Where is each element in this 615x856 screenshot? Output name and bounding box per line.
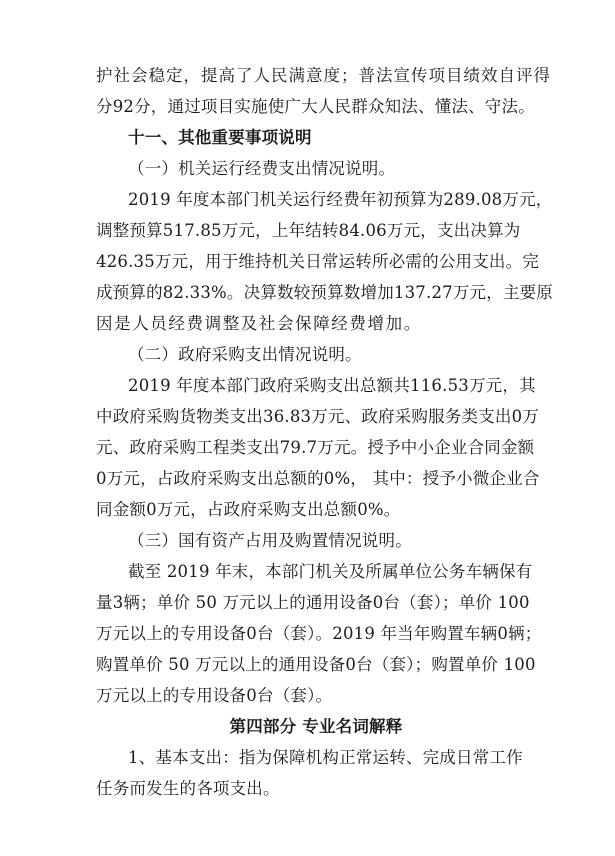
paragraph-line: 同金额0万元，占政府采购支出总额0%。 [96,500,401,519]
paragraph-line: 0万元，占政府采购支出总额的0%， 其中：授予小微企业合 [96,469,540,488]
definition-line: 1、基本支出：指为保障机构正常运转、完成日常工作 [128,748,523,767]
paragraph-line: 2019 年度本部门机关运行经费年初预算为289.08万元， [128,190,553,209]
paragraph-line: 分92分，通过项目实施使广大人民群众知法、懂法、守法。 [96,97,535,116]
paragraph-line: 成预算的82.33%。决算数较预算数增加137.27万元，主要原 [96,283,554,302]
paragraph-line: 截至 2019 年末，本部门机关及所属单位公务车辆保有 [128,562,533,581]
paragraph-line: 因是人员经费调整及社会保障经费增加。 [96,314,422,333]
paragraph-line: 购置单价 50 万元以上的通用设备0台（套）；购置单价 100 [96,655,536,674]
subsection-heading: （二）政府采购支出情况说明。 [128,345,362,364]
section-heading: 十一、其他重要事项说明 [128,128,312,147]
definition-line: 任务而发生的各项支出。 [96,779,280,798]
subsection-heading: （一）机关运行经费支出情况说明。 [128,159,396,178]
paragraph-line: 护社会稳定，提高了人民满意度；普法宣传项目绩效自评得 [96,66,551,85]
part-heading: 第四部分 专业名词解释 [229,717,403,736]
paragraph-line: 元、政府采购工程类支出79.7万元。授予中小企业合同金额 [96,438,535,457]
paragraph-line: 万元以上的专用设备0台（套）。2019 年当年购置车辆0辆； [96,624,542,643]
subsection-heading: （三）国有资产占用及购置情况说明。 [128,531,412,550]
paragraph-line: 调整预算517.85万元，上年结转84.06万元，支出决算为 [96,221,521,240]
paragraph-line: 中政府采购货物类支出36.83万元、政府采购服务类支出0万 [96,407,540,426]
paragraph-line: 2019 年度本部门政府采购支出总额共116.53万元，其 [128,376,536,395]
paragraph-line: 万元以上的专用设备0台（套）。 [96,686,333,705]
paragraph-line: 量3辆；单价 50 万元以上的通用设备0台（套）；单价 100 [96,593,530,612]
paragraph-line: 426.35万元，用于维持机关日常运转所必需的公用支出。完 [96,252,540,271]
